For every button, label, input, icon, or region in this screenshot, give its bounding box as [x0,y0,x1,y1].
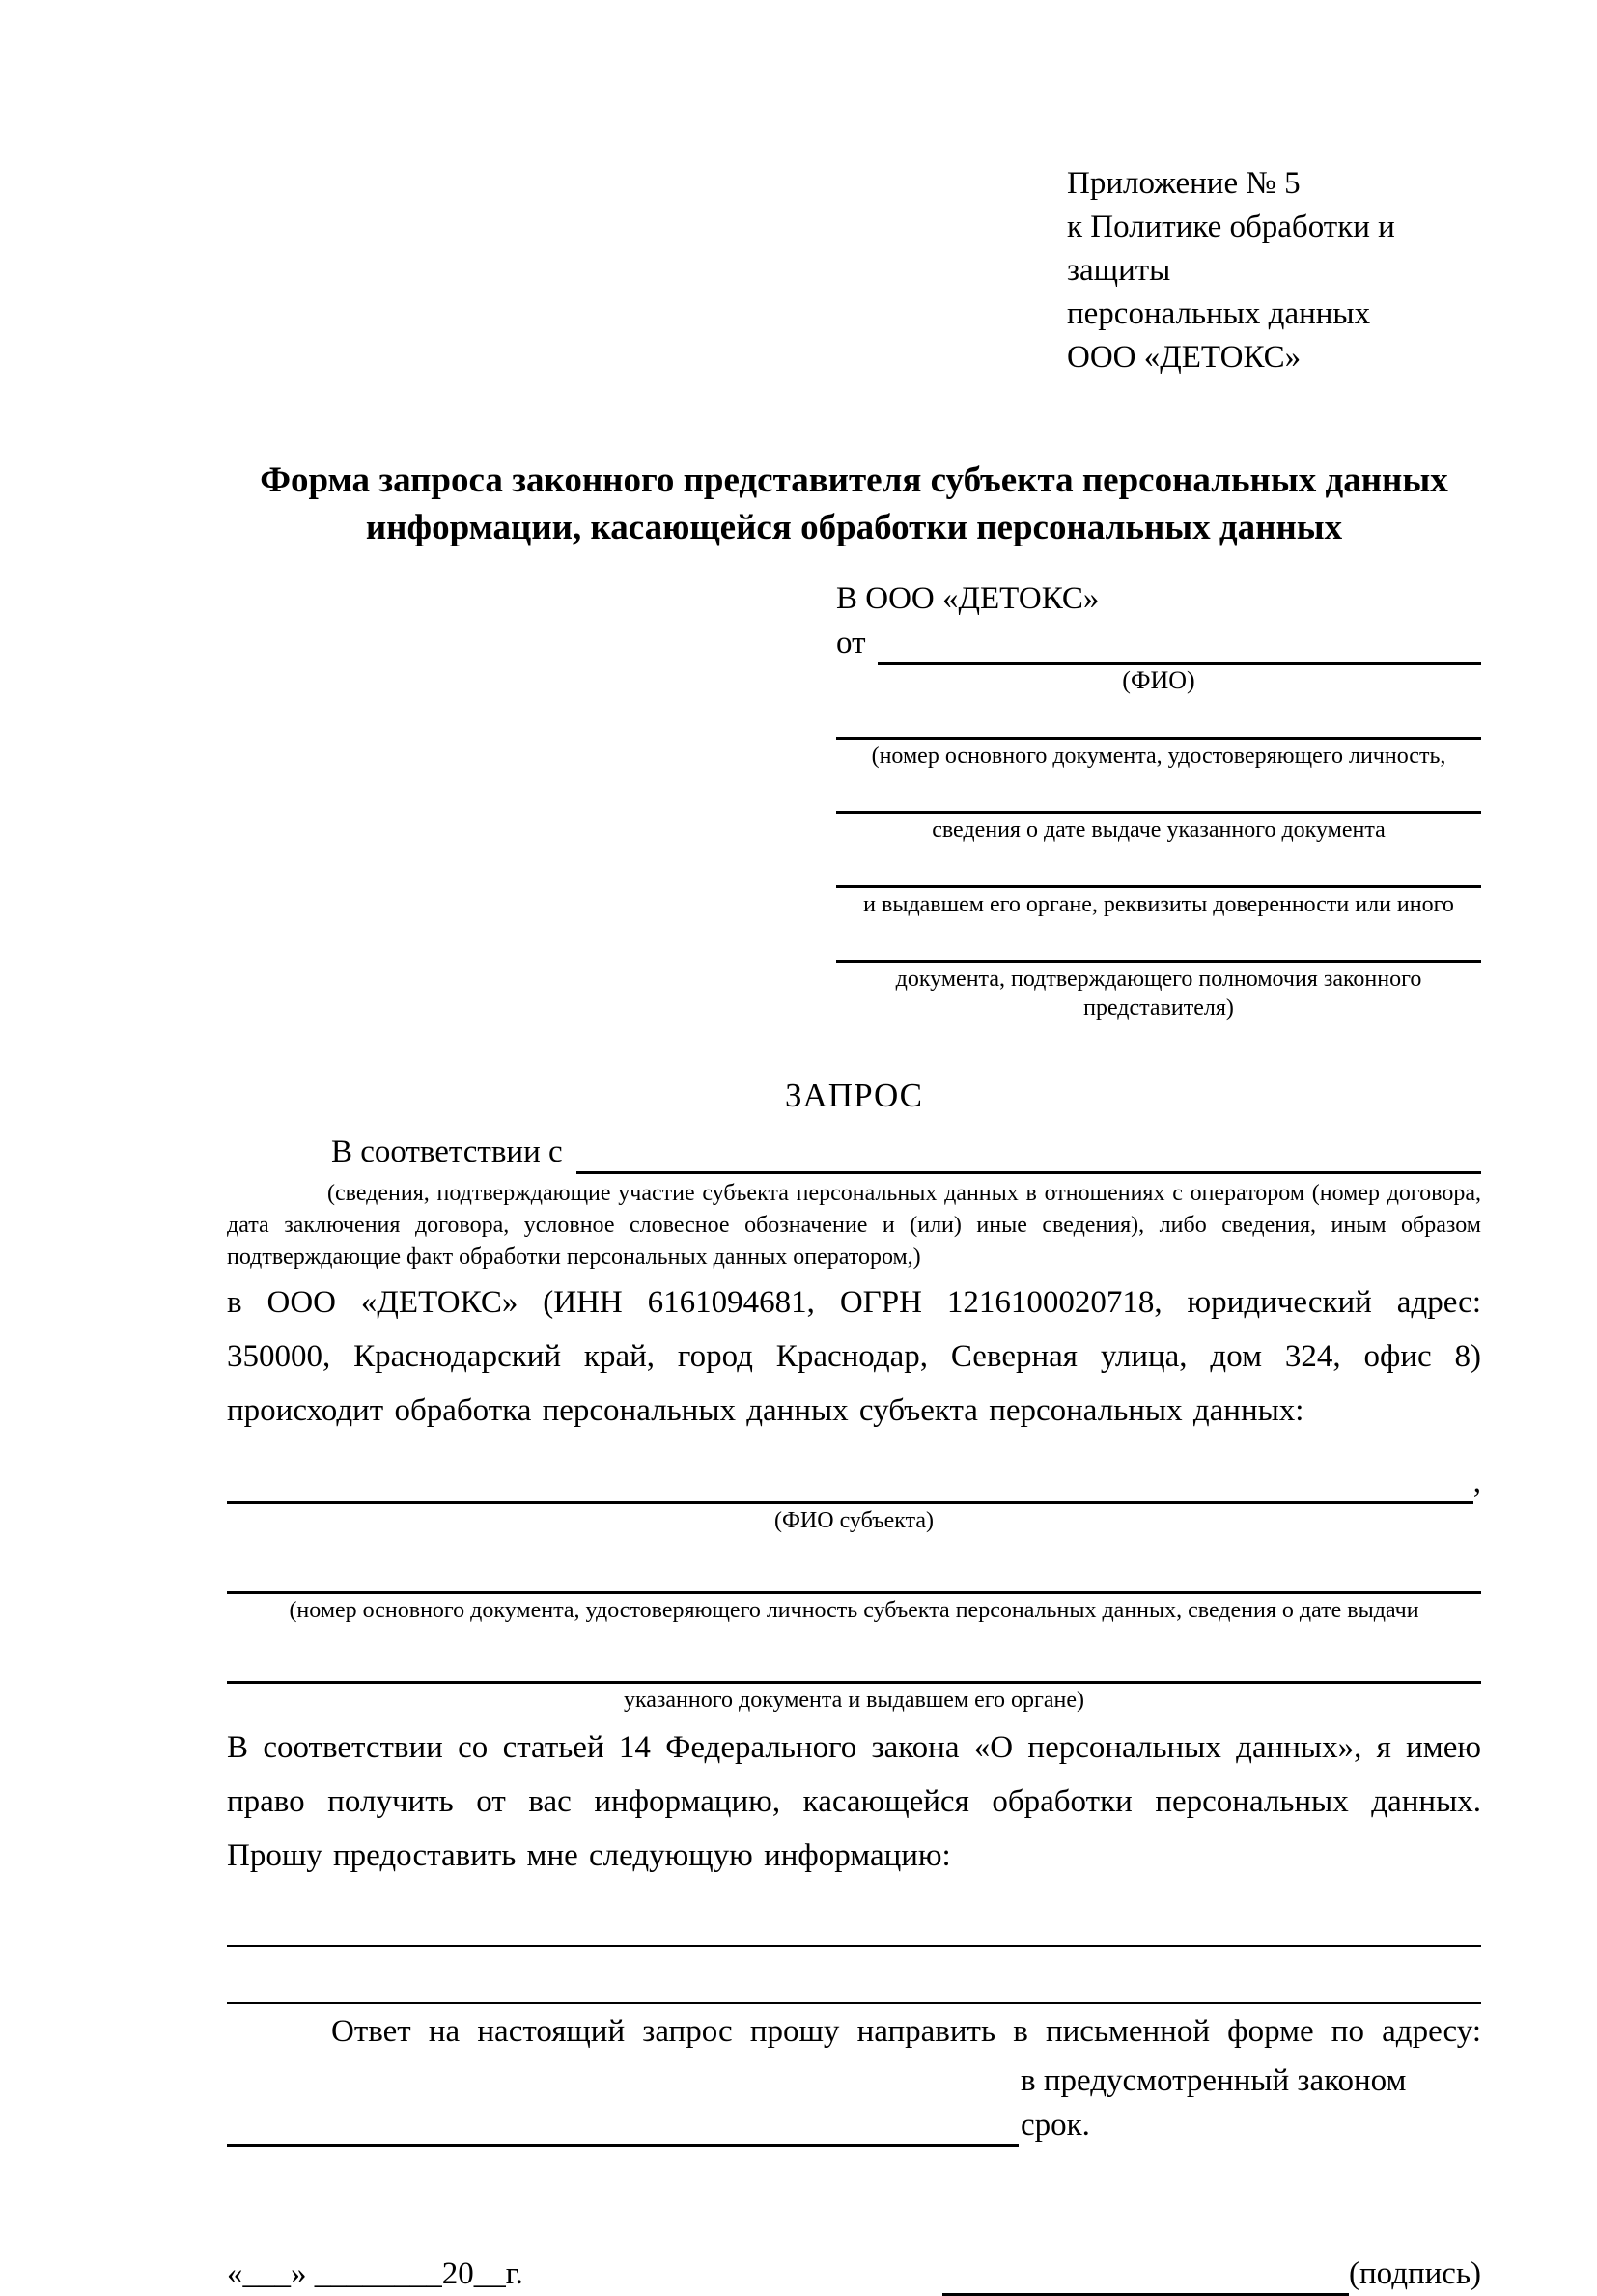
appendix-line-4: ООО «ДЕТОКС» [1067,340,1302,375]
from-label: от [836,626,866,660]
subject-doc-blank-line-2 [227,1625,1481,1684]
document-title: Форма запроса законного представителя субъекта персональных данных информации, касающейся обработки персональных данных [260,461,1448,547]
from-blank-line [878,624,1482,665]
representative-doc-caption-2: сведения о дате выдаче указанного документа [932,818,1386,843]
reply-address-blank-line [227,2106,1019,2147]
subject-doc-blank-line-1 [227,1535,1481,1594]
intro-note: (сведения, подтверждающие участие субъекта персональных данных в отношениях с оператором (номер договора, дата заключения договора, условное словесное обозначение и (или) иные сведения), либо сведения, иным образом подтверждающие факт обработки персональных данных оператором,) [227,1181,1481,1271]
intro-prefix: В соответствии с [331,1134,563,1170]
reply-address-row [227,2058,1481,2147]
date-blank-text: «___» ________20__г. [227,2255,523,2291]
info-blank-line-2 [227,1947,1481,2004]
signature-caption: (подпись) [1349,2255,1481,2291]
subject-fio-row [227,1461,1481,1504]
addressee-to: В ООО «ДЕТОКС» [836,581,1100,616]
intro-row [227,1130,1481,1174]
appendix-line-3: персональных данных [1067,296,1371,331]
representative-doc-caption-3: и выдавшем его органе, реквизиты доверенности или иного [863,892,1454,917]
intro-blank-line [576,1133,1481,1174]
operator-paragraph: в ООО «ДЕТОКС» (ИНН 6161094681, ОГРН 1216100020718, юридический адрес: 350000, Краснодарский край, город Краснодар, Северная улица, дом 324, офис 8) происходит обработка персональных данных субъекта персональных данных: [227,1285,1481,1429]
representative-doc-blank-line-3 [836,845,1481,888]
subject-fio-blank-line [227,1463,1473,1504]
representative-doc-caption-1: (номер основного документа, удостоверяющего личность, [871,743,1446,769]
representative-doc-caption-4: документа, подтверждающего полномочия законного представителя) [895,966,1422,1021]
date-signature-row [227,2252,1481,2296]
subject-doc-caption-2: указанного документа и выдавшем его органе) [623,1687,1085,1713]
request-heading: ЗАПРОС [784,1077,924,1114]
reply-paragraph: Ответ на настоящий запрос прошу направить в письменной форме по адресу: [331,2013,1481,2049]
representative-doc-blank-line-4 [836,919,1481,963]
appendix-line-1: Приложение № 5 [1067,166,1301,201]
signature-group [942,2252,1481,2296]
appendix-line-2: к Политике обработки и защиты [1067,210,1395,288]
subject-fio-caption: (ФИО субъекта) [773,1507,935,1533]
addressee-block [836,576,1481,1022]
appendix-block [1067,162,1481,379]
representative-doc-blank-line-1 [836,696,1481,740]
fio-caption: (ФИО) [1122,666,1195,694]
subject-doc-caption-1: (номер основного документа, удостоверяющего личность субъекта персональных данных, сведения о дате выдачи [289,1597,1419,1623]
document-content [227,0,1481,2296]
representative-doc-blank-line-2 [836,770,1481,814]
subject-fio-comma: , [1472,1465,1481,1500]
law-paragraph: В соответствии со статьей 14 Федерального закона «О персональных данных», я имею право получить от вас информацию, касающейся обработки персональных данных. Прошу предоставить мне следующую информацию: [227,1729,1481,1873]
from-row [836,621,1481,665]
signature-blank-line [942,2254,1349,2296]
info-blank-line-1 [227,1883,1481,1947]
reply-tail-text: в предусмотренный законом срок. [1021,2062,1407,2142]
